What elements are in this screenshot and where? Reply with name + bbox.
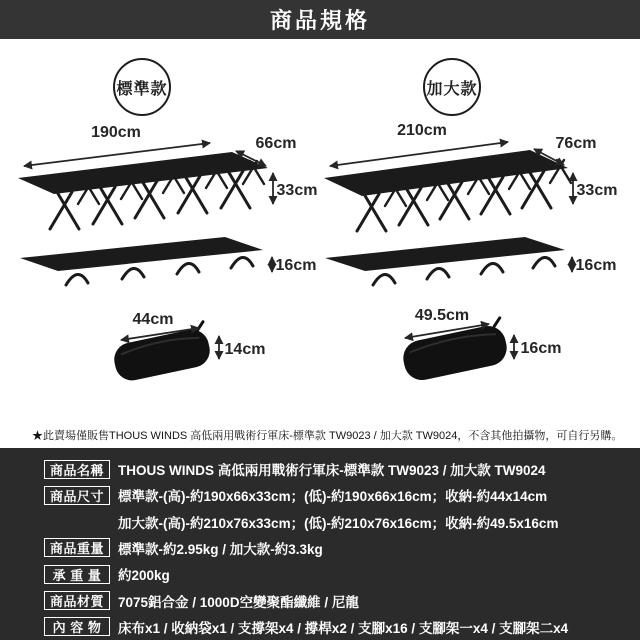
standard-bag-length-dim: 44cm (132, 311, 174, 328)
large-model-label: 加大款 (426, 80, 478, 98)
large-low-height-dim: 16cm (575, 257, 617, 274)
spec-table (0, 448, 640, 640)
table-row (44, 456, 640, 482)
standard-bag-illustration (110, 311, 265, 384)
row-value: 約200kg (118, 568, 170, 584)
standard-high-height-dim: 33cm (276, 182, 318, 199)
large-high-cot-illustration (324, 122, 617, 231)
dimension-diagrams (0, 108, 640, 423)
large-bag-height-dim: 16cm (520, 340, 562, 357)
table-row (44, 587, 640, 613)
row-value: THOUS WINDS 高低兩用戰術行軍床-標準款 TW9023 / 加大款 TW9024 (118, 463, 546, 479)
table-row (44, 561, 640, 587)
row-value: 標準款-約2.95kg / 加大款-約3.3kg (118, 541, 323, 557)
row-value: 床布x1 / 收納袋x1 / 支撐架x4 / 撐桿x2 / 支腳x16 / 支腳架一x4 / 支腳架二x4 (118, 620, 569, 636)
row-value: 加大款-(高)-約210x76x33cm；(低)-約210x76x16cm；收納-約49.5x16cm (118, 515, 559, 531)
row-label: 商品材質 (44, 591, 110, 610)
row-label: 承 重 量 (44, 565, 110, 584)
standard-model-label: 標準款 (116, 80, 168, 98)
standard-bag-height-dim: 14cm (224, 341, 266, 358)
large-bag-illustration (399, 307, 562, 383)
table-row (44, 614, 640, 640)
large-high-height-dim: 33cm (576, 182, 618, 199)
large-width-dim: 76cm (555, 135, 597, 152)
large-bag-length-dim: 49.5cm (414, 307, 470, 324)
standard-low-height-dim: 16cm (275, 257, 317, 274)
standard-width-dim: 66cm (255, 135, 297, 152)
row-label: 商品尺寸 (44, 486, 110, 505)
row-value: 標準款-(高)-約190x66x33cm；(低)-約190x66x16cm；收納-約44x14cm (118, 489, 548, 505)
table-row (44, 482, 640, 508)
page-title: 商品規格 (269, 8, 370, 33)
row-label: 商品重量 (44, 538, 110, 557)
disclaimer-note: ★此賣場僅販售THOUS WINDS 高低兩用戰術行軍床-標準款 TW9023 / 加大款 TW9024，不含其他拍攝物，可自行另購。 (32, 430, 623, 442)
row-label: 商品名稱 (44, 460, 110, 479)
standard-length-dim: 190cm (91, 124, 141, 141)
row-value: 7075鋁合金 / 1000D空變聚酯纖維 / 尼龍 (118, 594, 359, 610)
row-label: 內 容 物 (44, 617, 110, 636)
standard-high-cot-illustration (18, 124, 317, 229)
large-low-cot-illustration (325, 237, 616, 285)
standard-low-cot-illustration (20, 237, 316, 285)
large-length-dim: 210cm (397, 122, 447, 139)
header-bar (0, 0, 640, 39)
table-row (44, 535, 640, 561)
table-row (44, 509, 640, 535)
